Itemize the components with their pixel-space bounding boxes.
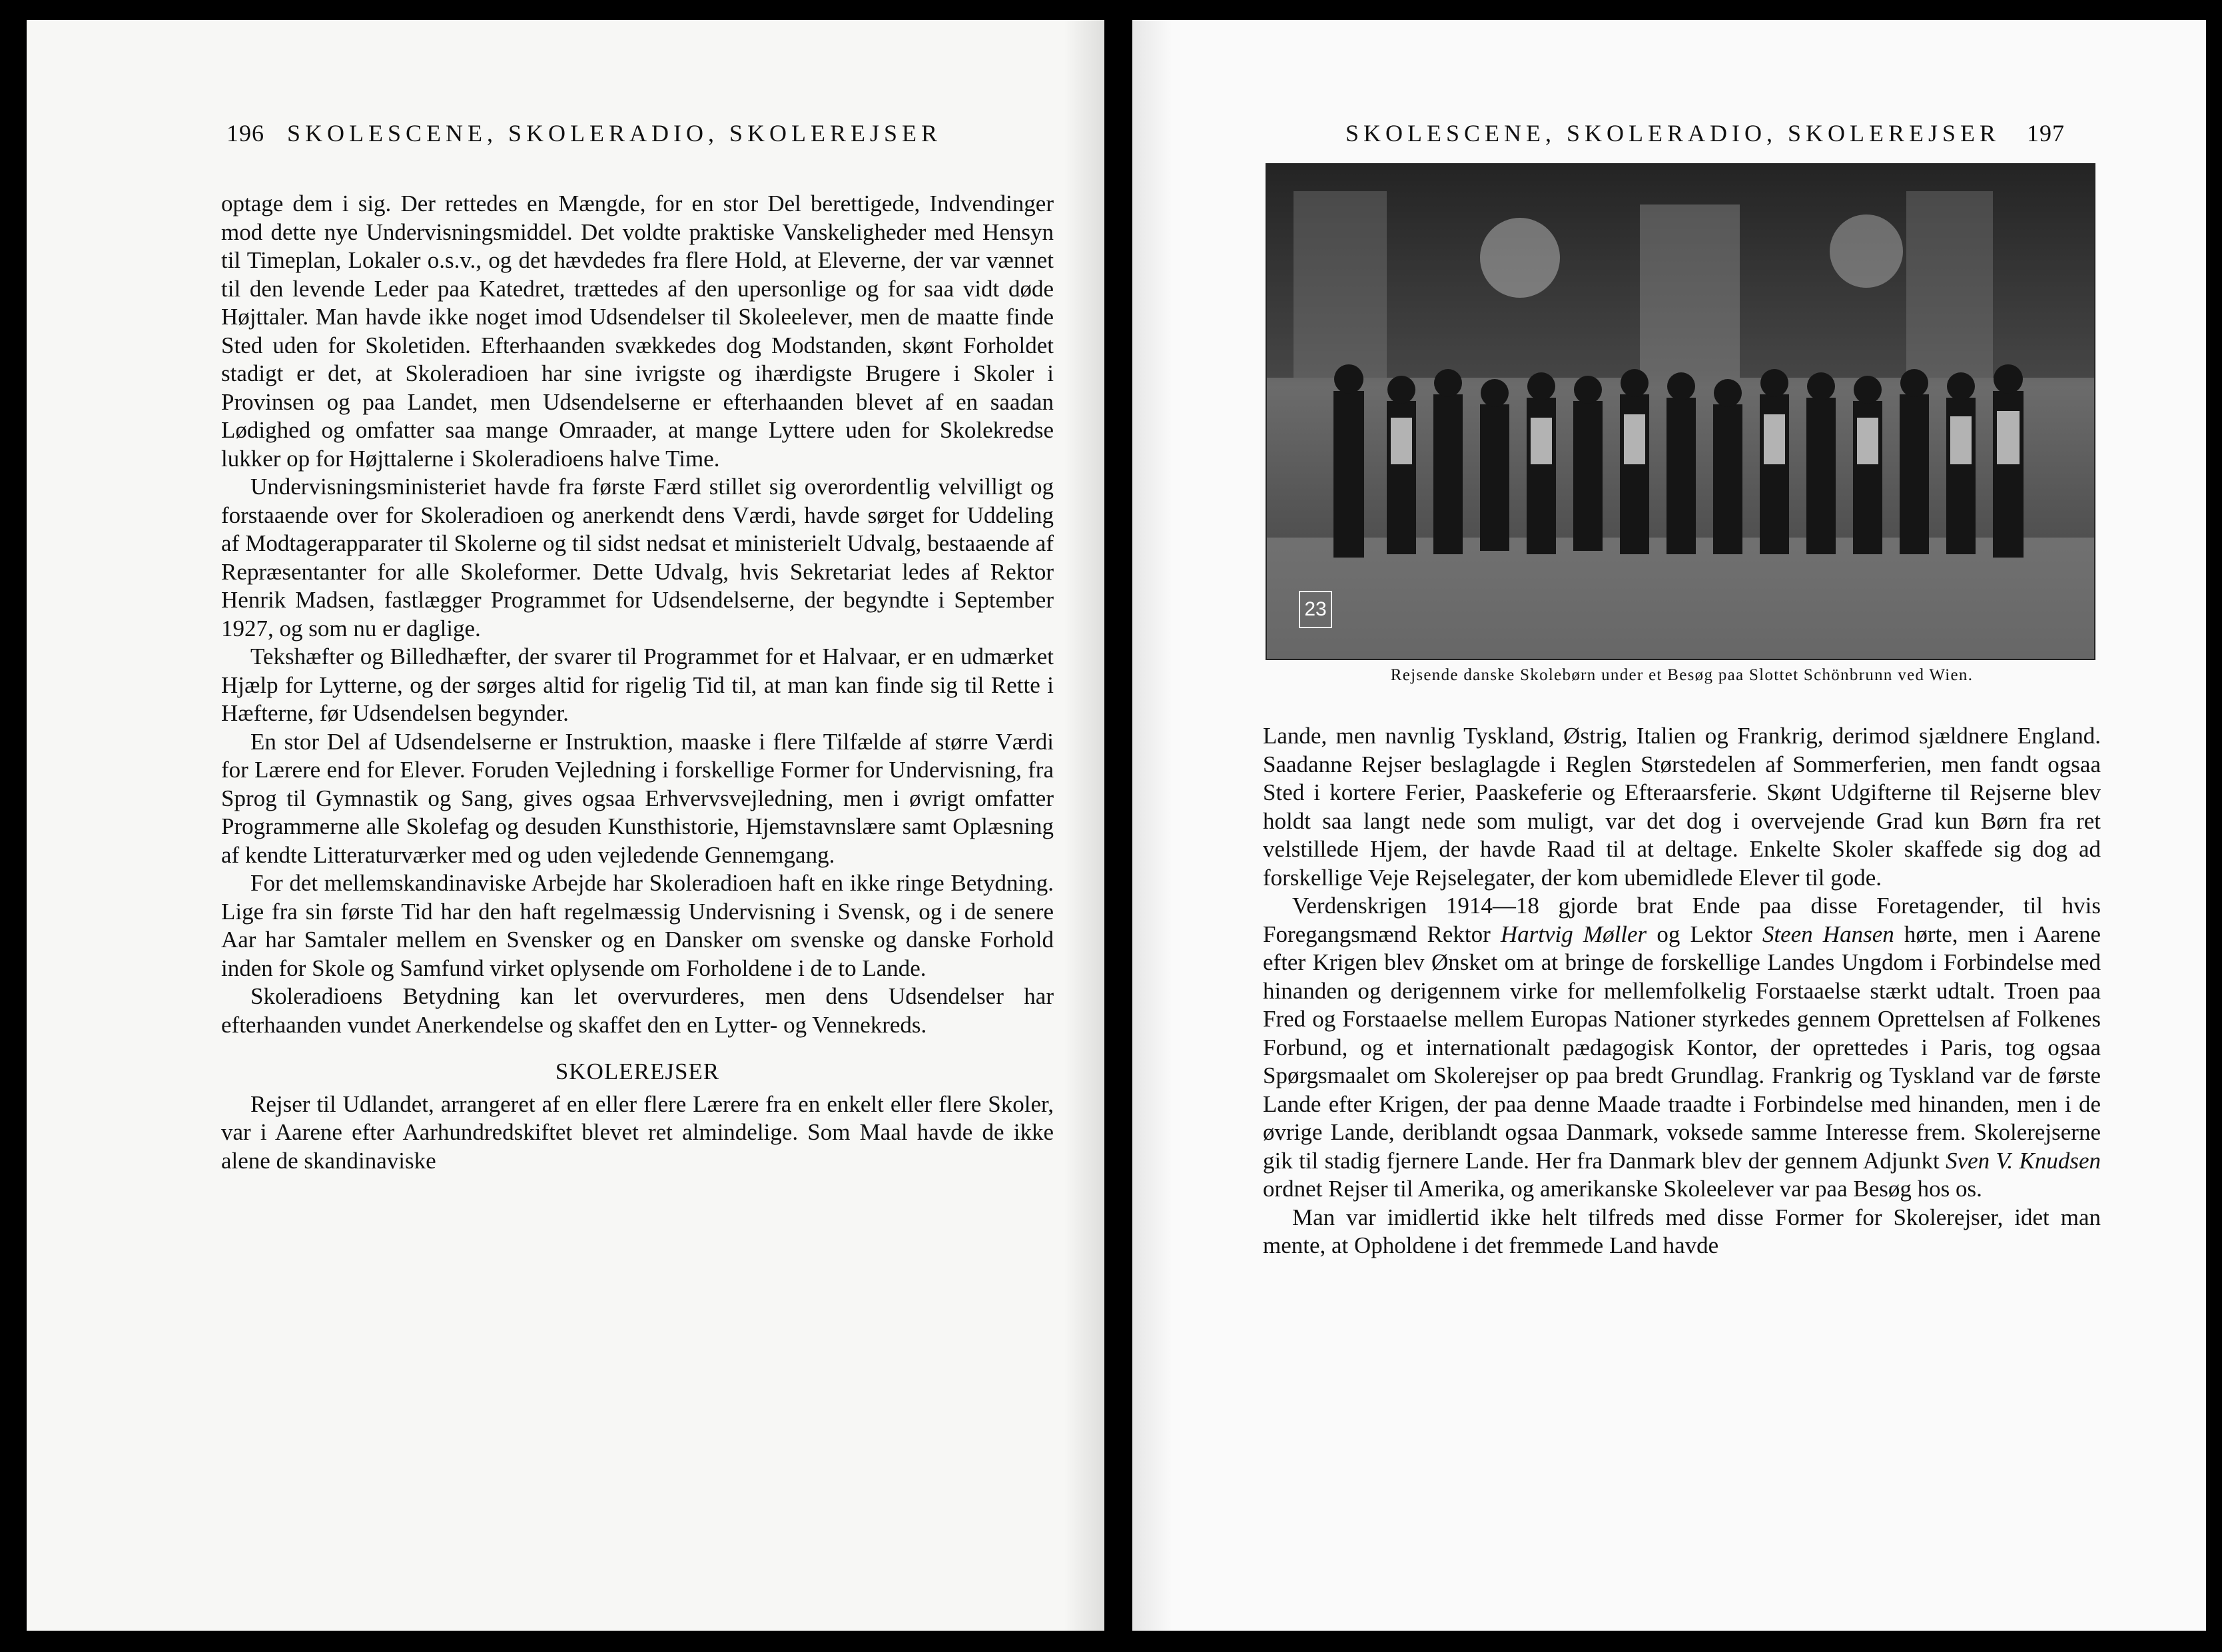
text-run: og Lektor xyxy=(1647,921,1762,947)
page-number-left: 196 xyxy=(226,120,264,147)
text-run: hørte, men i Aarene efter Krigen blev Ønsket om at bringe de forskellige Landes Ungdom i Forbindelse med hinanden og derigennem virke for mellemfolkelig Forstaaelse stærkt udtalt. Troen paa Fred og Forstaaelse mellem Europas Nationer styrkedes gennem Oprettelsen af Folkenes Forbund, og et internationalt pædagogisk Kontor, der oprettedes i Paris, tog ogsaa Spørgsmaalet om Skolerejser op paa bredt Grundlag. Frankrig og Tyskland var de første Lande efter Krigen, der paa denne Maade traadte i Forbindelse med hinanden, men i de øvrige Lande, deriblandt ogsaa Danmark, voksede samme Interesse frem. Skolerejserne gik til stadig fjernere Lande. Her fra Danmark blev der gennem Adjunkt xyxy=(1263,921,2101,1174)
gutter-shadow xyxy=(1132,20,1172,1631)
group-photo-image xyxy=(1267,165,2094,659)
section-heading: SKOLEREJSER xyxy=(555,1058,720,1084)
running-head-left xyxy=(226,113,942,153)
photo-caption: Rejsende danske Skolebørn under et Besøg paa Slottet Schönbrunn ved Wien. xyxy=(1390,666,1974,684)
right-body-text xyxy=(1263,722,2101,1260)
paragraph: En stor Del af Udsendelserne er Instruktion, maaske i flere Tilfælde af større Værdi for Lærere end for Elever. Foruden Vejledning i forskellige Former for Undervisning, fra Sprog til Gymnastik og Sang, gives ogsaa Erhvervsvejledning, men i øvrigt omfatter Programmerne alle Skolefag og desuden Kunsthistorie, Hjemstavnslære samt Oplæsning af kendte Litteraturværker med og uden vejledende Gennemgang. xyxy=(221,728,1054,868)
paragraph: Skoleradioens Betydning kan let overvurderes, men dens Udsendelser har efterhaanden vundet Anerkendelse og skaffet den en Lytter- og Vennekreds. xyxy=(221,983,1054,1038)
paragraph: Tekshæfter og Billedhæfter, der svarer til Programmet for et Halvaar, er en udmærket Hjælp for Lytterne, og der sørges altid for rigelig Tid til, at man kan finde sig til Rette i Hæfterne, før Udsendelsen begynder. xyxy=(221,643,1054,726)
person-name: Steen Hansen xyxy=(1762,921,1894,947)
paragraph xyxy=(1263,892,2101,1204)
left-page xyxy=(27,20,1104,1631)
running-head-title-right: SKOLESCENE, SKOLERADIO, SKOLEREJSER xyxy=(1345,120,2001,147)
page-number-right: 197 xyxy=(2027,120,2065,147)
paragraph: For det mellemskandinaviske Arbejde har Skoleradioen haft en ikke ringe Betydning. Lige fra sin første Tid har den haft regelmæssig Undervisning i Svensk, og i de senere Aar har Samtaler mellem en Svensker og en Dansker om svenske og danske Forhold inden for Skole og Samfund virket oplysende om Forholdene i de to Lande. xyxy=(221,870,1054,981)
photograph xyxy=(1266,163,2095,660)
running-head-title-left: SKOLESCENE, SKOLERADIO, SKOLEREJSER xyxy=(287,120,942,147)
paragraph: Undervisningsministeriet havde fra første Færd stillet sig overordentlig velvilligt og forstaaende over for Skoleradioen og anerkendt dens Værdi, havde sørget for Uddeling af Modtagerapparater til Skolerne og til sidst nedsat et ministerielt Udvalg, bestaaende af Repræsentanter for alle Skoleformer. Dette Udvalg, hvis Sekretariat ledes af Rektor Henrik Madsen, fastlægger Programmet for Udsendelserne, der begyndte i September 1927, og som nu er daglige. xyxy=(221,474,1054,641)
paragraph: Rejser til Udlandet, arrangeret af en eller flere Lærere fra en enkelt eller flere Skoler, var i Aarene efter Aarhundredskiftet blevet ret almindelige. Som Maal havde de ikke alene de skandinaviske xyxy=(221,1090,1054,1174)
text-run: ordnet Rejser til Amerika, og amerikanske Skoleelever var paa Besøg hos os. xyxy=(1263,1176,1982,1202)
right-page xyxy=(1132,20,2206,1631)
person-name: Sven V. Knudsen xyxy=(1946,1147,2101,1174)
gutter-shadow xyxy=(1064,20,1104,1631)
person-name: Hartvig Møller xyxy=(1500,921,1647,947)
paragraph: Lande, men navnlig Tyskland, Østrig, Italien og Frankrig, derimod sjældnere England. Saadanne Rejser beslaglagde i Reglen Størstedelen af Sommerferien, men fandt ogsaa Sted i kortere Ferier, Paaskeferie og Efteraarsferie. Skønt Udgifterne til Rejserne blev holdt saa langt nede som muligt, var det dog i overvejende Grad kun Børn fra ret velstillede Hjem, der havde Raad til at deltage. Enkelte Skoler skaffede sig dog ad forskellige Veje Rejselegater, der kom ubemidlede Elever til gode. xyxy=(1263,723,2101,891)
photo-badge: 23 xyxy=(1299,591,1332,628)
text-run: Verdenskrigen 1914—18 gjorde brat Ende paa disse Foretagender, til hvis Foregangsmænd Rektor xyxy=(1263,893,2101,947)
left-body-text xyxy=(221,190,1054,1175)
paragraph: Man var imidlertid ikke helt tilfreds med disse Former for Skolerejser, idet man mente, at Opholdene i det fremmede Land havde xyxy=(1263,1204,2101,1258)
paragraph: optage dem i sig. Der rettedes en Mængde, for en stor Del berettigede, Indvendinger mod dette nye Undervisningsmiddel. Det voldte praktiske Vanskeligheder med Hensyn til Timeplan, Lokaler o.s.v., og det hævdedes fra flere Hold, at Eleverne, der var vænnet til den levende Leder paa Katedret, trættedes af den upersonlige og for saa vidt døde Højttaler. Man havde ikke noget imod Udsendelser til Skoleelever, men de maatte finde Sted uden for Skoletiden. Efterhaanden svækkedes dog Modstanden, skønt Forholdet stadigt er det, at Skoleradioen har sine ivrigste og ihærdigste Brugere i Skoler i Provinsen og paa Landet, men Udsendelserne er efterhaanden blevet af en saadan Lødighed og omfatter saa mange Omraader, at mange Lyttere uden for Skolekredse lukker op for Højttalerne i Skoleradioens halve Time. xyxy=(221,191,1054,472)
running-head-right xyxy=(1345,113,2065,153)
